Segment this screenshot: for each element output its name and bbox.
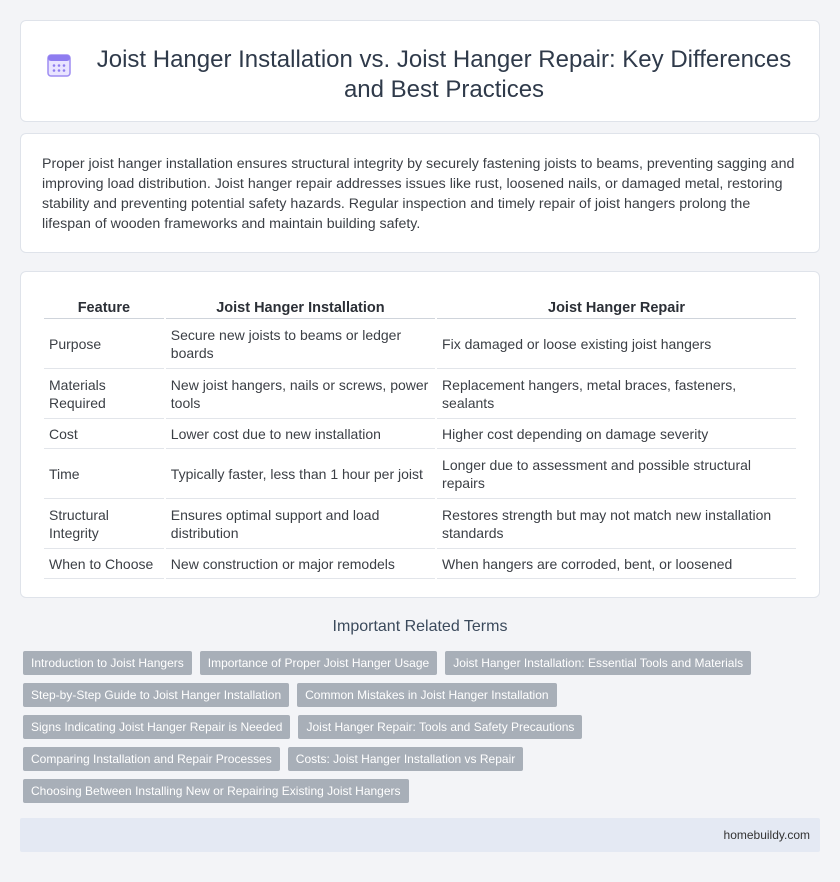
related-term-tag[interactable]: Importance of Proper Joist Hanger Usage: [200, 651, 437, 675]
page-title: Joist Hanger Installation vs. Joist Hanger Repair: Key Differences and Best Practices: [96, 46, 792, 103]
related-term-tag[interactable]: Choosing Between Installing New or Repairing Existing Joist Hangers: [23, 779, 409, 803]
table-row: [44, 499, 796, 549]
table-cell-feature: Structural Integrity: [44, 499, 164, 549]
related-term-tag[interactable]: Joist Hanger Repair: Tools and Safety Precautions: [298, 715, 582, 739]
table-cell-feature: Materials Required: [44, 369, 164, 419]
comparison-table: [42, 296, 798, 579]
table-cell-repair: Fix damaged or loose existing joist hangers: [437, 319, 796, 369]
table-row: [44, 549, 796, 579]
related-terms-list: [23, 651, 803, 803]
table-cell-repair: Replacement hangers, metal braces, fasteners, sealants: [437, 369, 796, 419]
table-cell-feature: Cost: [44, 419, 164, 449]
related-term-tag[interactable]: Common Mistakes in Joist Hanger Installation: [297, 683, 556, 707]
header-repair: Joist Hanger Repair: [437, 296, 796, 319]
related-term-tag[interactable]: Costs: Joist Hanger Installation vs Repair: [288, 747, 523, 771]
table-cell-installation: New construction or major remodels: [166, 549, 435, 579]
footer-site-link[interactable]: homebuildy.com: [723, 828, 810, 842]
table-cell-installation: Lower cost due to new installation: [166, 419, 435, 449]
calendar-icon: [46, 52, 72, 78]
table-row: [44, 319, 796, 369]
related-term-tag[interactable]: Introduction to Joist Hangers: [23, 651, 192, 675]
header-installation: Joist Hanger Installation: [166, 296, 435, 319]
related-term-tag[interactable]: Signs Indicating Joist Hanger Repair is Needed: [23, 715, 290, 739]
table-cell-repair: Longer due to assessment and possible structural repairs: [437, 449, 796, 499]
table-cell-installation: New joist hangers, nails or screws, power tools: [166, 369, 435, 419]
table-cell-feature: Purpose: [44, 319, 164, 369]
table-cell-feature: When to Choose: [44, 549, 164, 579]
table-cell-repair: Higher cost depending on damage severity: [437, 419, 796, 449]
footer: [20, 818, 820, 852]
table-row: [44, 369, 796, 419]
comparison-table-card: [20, 271, 820, 598]
related-term-tag[interactable]: Step-by-Step Guide to Joist Hanger Installation: [23, 683, 289, 707]
table-cell-installation: Typically faster, less than 1 hour per joist: [166, 449, 435, 499]
header-feature: Feature: [44, 296, 164, 319]
table-cell-installation: Ensures optimal support and load distribution: [166, 499, 435, 549]
table-cell-feature: Time: [44, 449, 164, 499]
header-card: [20, 20, 820, 122]
table-row: [44, 449, 796, 499]
intro-card: [20, 133, 820, 253]
related-term-tag[interactable]: Joist Hanger Installation: Essential Tools and Materials: [445, 651, 751, 675]
table-cell-repair: Restores strength but may not match new installation standards: [437, 499, 796, 549]
intro-paragraph: Proper joist hanger installation ensures structural integrity by securely fastening joists to beams, preventing sagging and improving load distribution. Joist hanger repair addresses issues like rust, loosened nails, or damaged metal, restoring stability and preventing potential safety hazards. Regular inspection and timely repair of joist hangers prolong the lifespan of wooden frameworks and maintain building safety.: [42, 156, 795, 232]
related-term-tag[interactable]: Comparing Installation and Repair Processes: [23, 747, 280, 771]
table-header-row: [44, 296, 796, 319]
table-row: [44, 419, 796, 449]
table-cell-installation: Secure new joists to beams or ledger boards: [166, 319, 435, 369]
related-terms-title: Important Related Terms: [332, 618, 508, 635]
table-cell-repair: When hangers are corroded, bent, or loosened: [437, 549, 796, 579]
